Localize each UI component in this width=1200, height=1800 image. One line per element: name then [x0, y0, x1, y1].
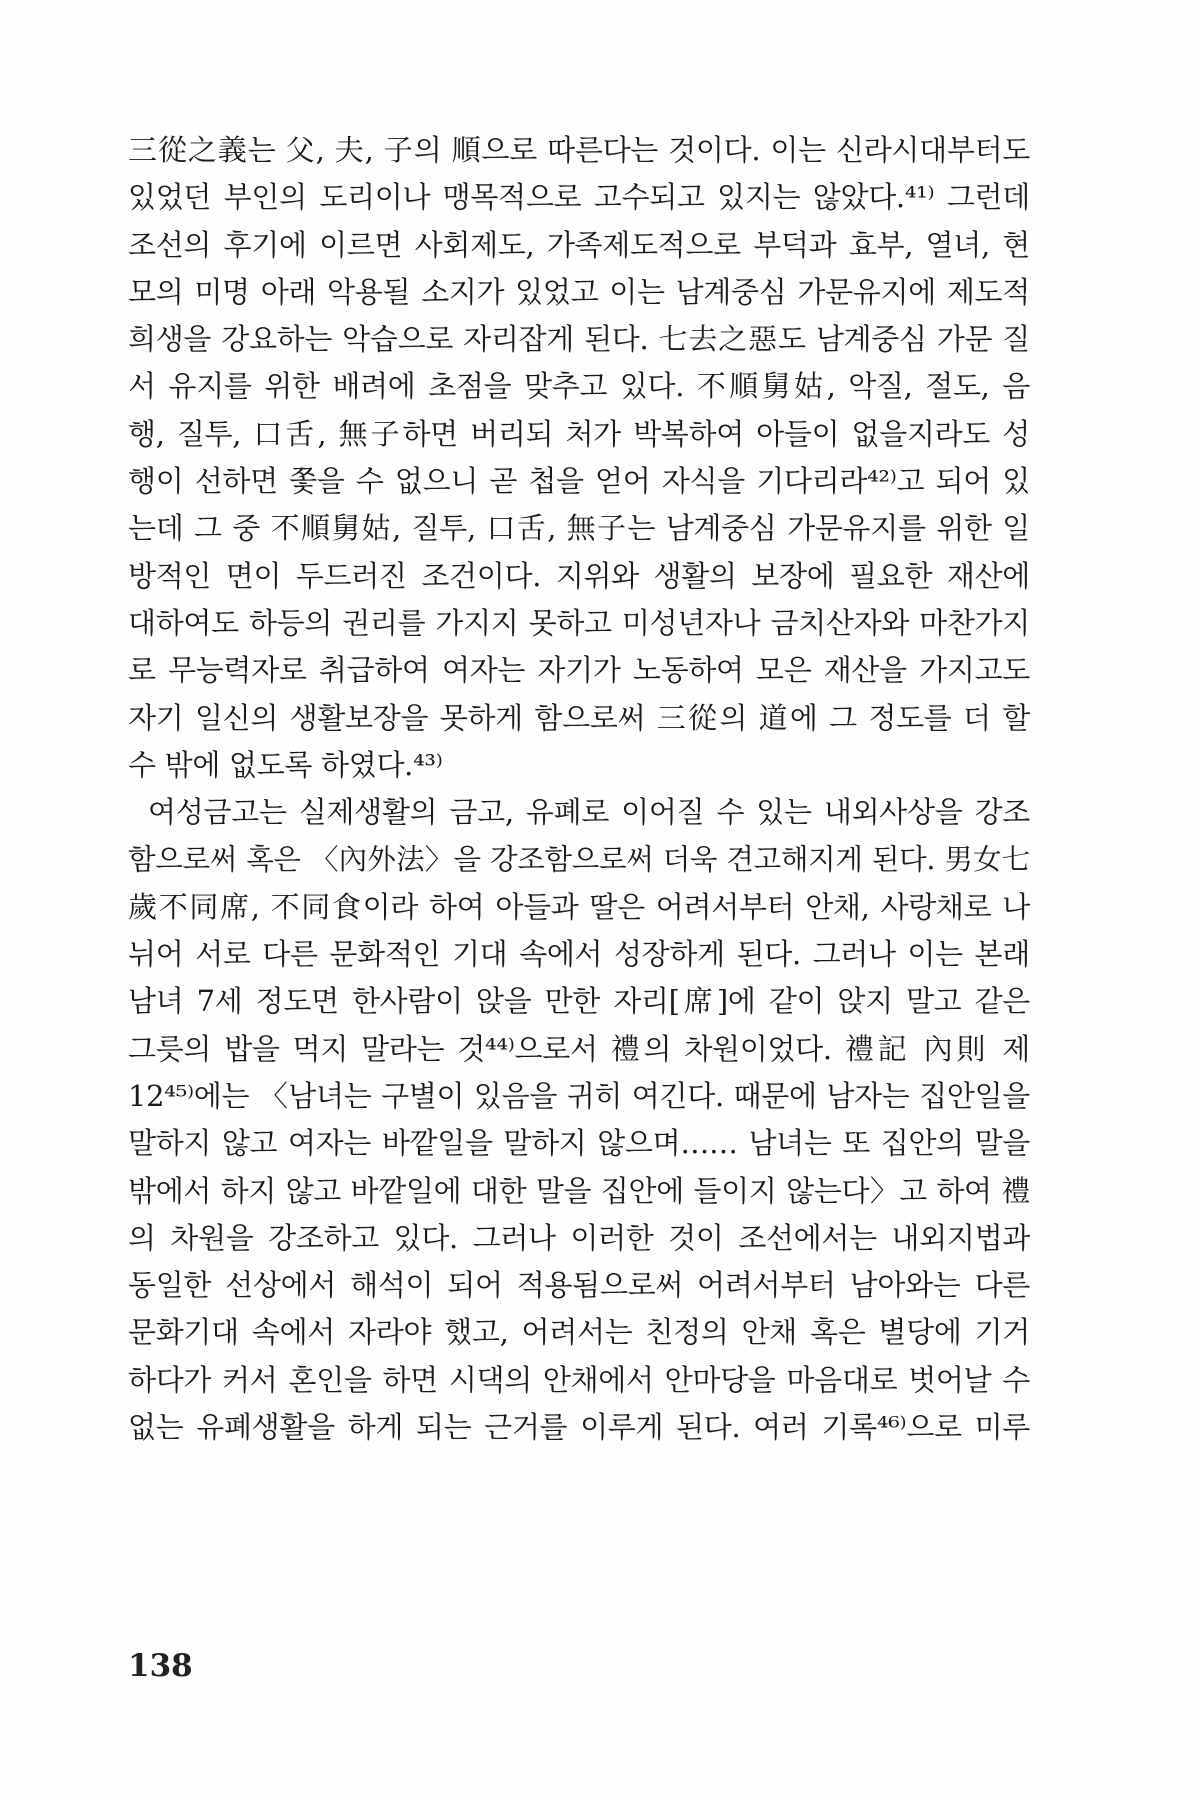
text-line: 문화기대 속에서 자라야 했고, 어려서는 친정의 안채 혹은 별당에 기거 [128, 1315, 1030, 1350]
text-line: 행이 선하면 쫓을 수 없으니 곧 첩을 얻어 자식을 기다리라⁴²⁾고 되어 있 [128, 464, 1030, 499]
text-line: 그릇의 밥을 먹지 말라는 것⁴⁴⁾으로서 禮의 차원이었다. 禮記 內則 제 [128, 1031, 1030, 1066]
text-line: 하다가 커서 혼인을 하면 시댁의 안채에서 안마당을 마음대로 벗어날 수 [128, 1362, 1030, 1397]
text-line: 방적인 면이 두드러진 조건이다. 지위와 생활의 보장에 필요한 재산에 [128, 558, 1030, 593]
text-line: 희생을 강요하는 악습으로 자리잡게 된다. 七去之惡도 남계중심 가문 질 [128, 322, 1030, 357]
text-line: 함으로써 혹은 〈內外法〉을 강조함으로써 더욱 견고해지게 된다. 男女七 [128, 843, 1030, 877]
text-line: 말하지 않고 여자는 바깥일을 말하지 않으며…… 남녀는 또 집안의 말을 [128, 1126, 1030, 1161]
text-line: 수 밖에 없도록 하였다.⁴³⁾ [128, 747, 443, 782]
text-line: 남녀 7세 정도면 한사람이 앉을 만한 자리[席]에 같이 앉지 말고 같은 [128, 984, 1030, 1019]
text-line: 歲不同席, 不同食이라 하여 아들과 딸은 어려서부터 안채, 사랑채로 나 [128, 889, 1030, 924]
text-line: 는데 그 중 不順舅姑, 질투, 口舌, 無子는 남계중심 가문유지를 위한 일 [128, 511, 1030, 546]
text-line: 자기 일신의 생활보장을 못하게 함으로써 三從의 道에 그 정도를 더 할 [128, 700, 1030, 735]
text-line: 있었던 부인의 도리이나 맹목적으로 고수되고 있지는 않았다.⁴¹⁾ 그런데 [128, 180, 1030, 215]
page-number: 138 [128, 1648, 193, 1684]
text-line: 12⁴⁵⁾에는 〈남녀는 구별이 있음을 귀히 여긴다. 때문에 남자는 집안일을 [128, 1078, 1030, 1113]
text-line: 뉘어 서로 다른 문화적인 기대 속에서 성장하게 된다. 그러나 이는 본래 [128, 937, 1030, 972]
text-line: 조선의 후기에 이르면 사회제도, 가족제도적으로 부덕과 효부, 열녀, 현 [128, 227, 1030, 262]
text-line: 없는 유폐생활을 하게 되는 근거를 이루게 된다. 여러 기록⁴⁶⁾으로 미루 [128, 1410, 1030, 1445]
text-line: 모의 미명 아래 악용될 소지가 있었고 이는 남계중심 가문유지에 제도적 [128, 274, 1030, 309]
body-text [128, 127, 1030, 1451]
text-line: 동일한 선상에서 해석이 되어 적용됨으로써 어려서부터 남아와는 다른 [128, 1268, 1030, 1303]
text-line: 의 차원을 강조하고 있다. 그러나 이러한 것이 조선에서는 내외지법과 [128, 1220, 1030, 1255]
text-line: 여성금고는 실제생활의 금고, 유폐로 이어질 수 있는 내외사상을 강조 [148, 795, 1030, 830]
text-line: 대하여도 하등의 권리를 가지지 못하고 미성년자나 금치산자와 마찬가지 [128, 605, 1030, 640]
text-line: 밖에서 하지 않고 바깥일에 대한 말을 집안에 들이지 않는다〉고 하여 禮 [128, 1173, 1030, 1208]
text-line: 로 무능력자로 취급하여 여자는 자기가 노동하여 모은 재산을 가지고도 [128, 653, 1030, 688]
text-line: 행, 질투, 口舌, 無子하면 버리되 처가 박복하여 아들이 없을지라도 성 [128, 416, 1030, 451]
text-line: 서 유지를 위한 배려에 초점을 맞추고 있다. 不順舅姑, 악질, 절도, 음 [128, 369, 1030, 404]
text-line: 三從之義는 父, 夫, 子의 順으로 따른다는 것이다. 이는 신라시대부터도 [128, 133, 1030, 167]
